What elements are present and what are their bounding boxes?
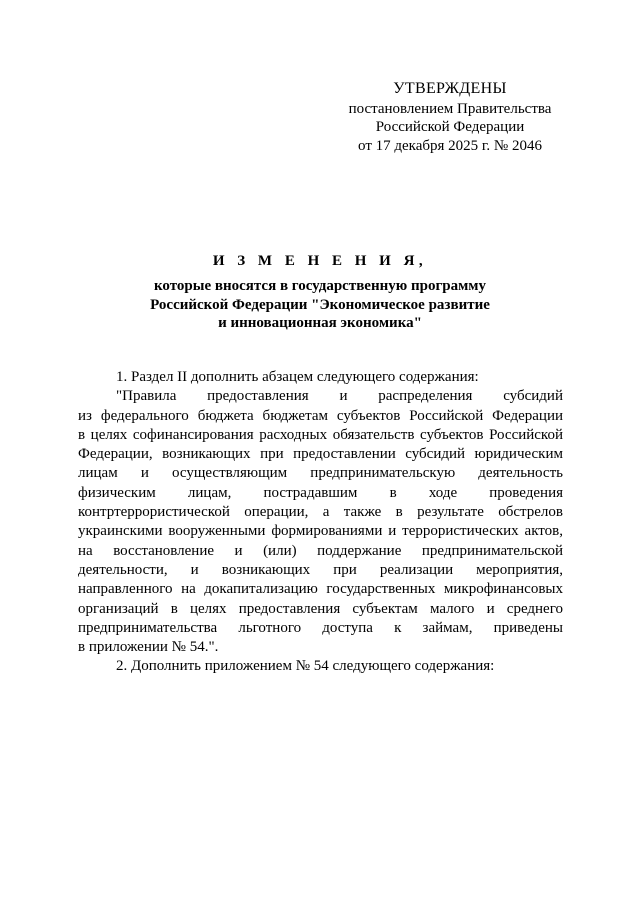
document-body xyxy=(78,368,563,677)
quote-line-last: в приложении № 54.". xyxy=(78,639,219,656)
quote-line: физическим лицам, пострадавшим в ходе проведения xyxy=(78,484,563,501)
paragraph-quote xyxy=(78,387,563,657)
document-heading xyxy=(100,253,540,333)
quote-line: направленного на докапитализацию государственных микрофинансовых xyxy=(78,581,563,598)
quote-line: из федерального бюджета бюджетам субъектов Российской Федерации xyxy=(78,407,563,424)
quote-line: украинскими вооруженными формированиями и террористических актов, xyxy=(78,523,563,540)
quote-line: "Правила предоставления и распределения субсидий xyxy=(116,388,563,405)
paragraph-item-2 xyxy=(78,657,563,676)
paragraph-item-1 xyxy=(78,368,563,387)
approval-line-date-number: от 17 декабря 2025 г. № 2046 xyxy=(358,137,542,154)
item-1-text: 1. Раздел II дополнить абзацем следующего содержания: xyxy=(116,369,479,385)
approval-block xyxy=(330,80,570,155)
quote-line: лицам и осуществляющим предпринимательскую деятельность xyxy=(78,465,563,482)
heading-subtitle-line-1: которые вносятся в государственную программу xyxy=(153,278,487,294)
heading-title: И З М Е Н Е Н И Я, xyxy=(212,253,428,269)
item-2-text: 2. Дополнить приложением № 54 следующего содержания: xyxy=(116,658,495,675)
heading-subtitle-line-2: Российской Федерации "Экономическое развитие xyxy=(150,296,490,313)
approval-title: УТВЕРЖДЕНЫ xyxy=(393,80,507,97)
heading-subtitle-line-3: и инновационная экономика" xyxy=(218,315,422,331)
quote-line: организаций в целях предоставления субъектам малого и среднего xyxy=(78,600,563,617)
quote-line: предпринимательства льготного доступа к займам, приведены xyxy=(78,619,563,636)
quote-line: на восстановление и (или) поддержание предпринимательской xyxy=(78,542,563,559)
approval-line-federation: Российской Федерации xyxy=(375,119,525,135)
quote-line: в целях софинансирования расходных обязательств субъектов Российской xyxy=(78,426,563,443)
quote-line: деятельности, и возникающих при реализации мероприятия, xyxy=(78,561,563,578)
quote-line: контртеррористической операции, а также в результате обстрелов xyxy=(78,504,563,521)
approval-line-resolution: постановлением Правительства xyxy=(348,100,552,117)
quote-line: Федерации, возникающих при предоставлении субсидий юридическим xyxy=(78,446,563,463)
